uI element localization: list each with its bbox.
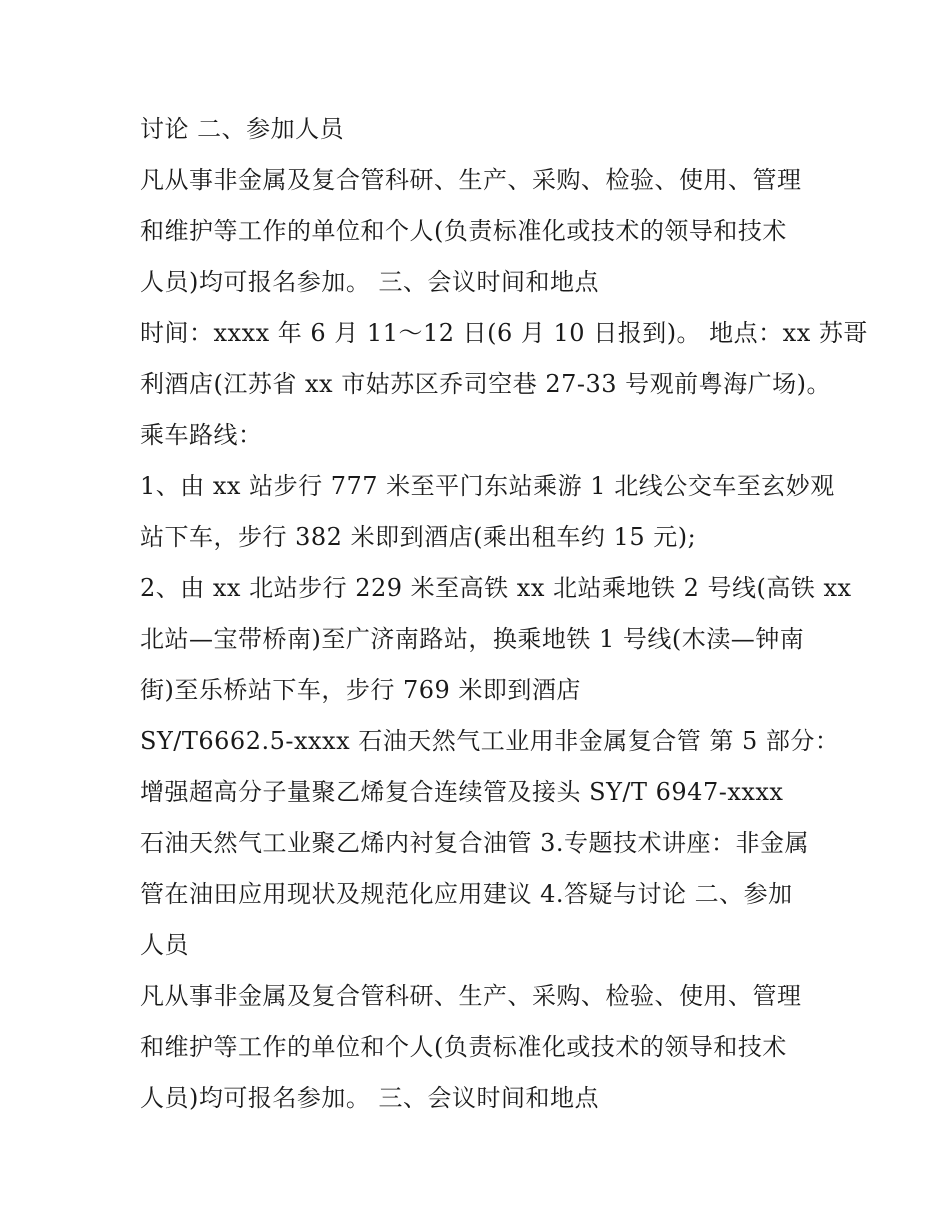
text-line: 增强超高分子量聚乙烯复合连续管及接头 SY/T 6947-xxxx [140, 778, 784, 806]
text-line: 人员)均可报名参加。 三、会议时间和地点 [140, 1084, 599, 1112]
text-line: 人员)均可报名参加。 三、会议时间和地点 [140, 268, 599, 296]
text-line: 石油天然气工业聚乙烯内衬复合油管 3.专题技术讲座：非金属 [140, 829, 810, 857]
text-line: 凡从事非金属及复合管科研、生产、采购、检验、使用、管理 [140, 982, 802, 1010]
text-line: 街)至乐桥站下车，步行 769 米即到酒店 [140, 676, 581, 704]
text-line: 和维护等工作的单位和个人(负责标准化或技术的领导和技术 [140, 1033, 787, 1061]
document-body [140, 104, 868, 1124]
text-line: 1、由 xx 站步行 777 米至平门东站乘游 1 北线公交车至玄妙观 [140, 472, 835, 500]
text-line: 北站—宝带桥南)至广济南路站，换乘地铁 1 号线(木渎—钟南 [140, 625, 805, 653]
text-line: 管在油田应用现状及规范化应用建议 4.答疑与讨论 二、参加 [140, 880, 793, 908]
text-line: 人员 [140, 931, 189, 959]
text-line: SY/T6662.5-xxxx 石油天然气工业用非金属复合管 第 5 部分： [140, 727, 840, 755]
text-line: 乘车路线： [140, 421, 263, 449]
text-line: 站下车，步行 382 米即到酒店(乘出租车约 15 元); [140, 523, 697, 551]
text-line: 2、由 xx 北站步行 229 米至高铁 xx 北站乘地铁 2 号线(高铁 xx [140, 574, 852, 602]
text-line: 凡从事非金属及复合管科研、生产、采购、检验、使用、管理 [140, 166, 802, 194]
text-line: 时间：xxxx 年 6 月 11～12 日(6 月 10 日报到)。 地点：xx 苏哥 [140, 319, 868, 347]
text-line: 和维护等工作的单位和个人(负责标准化或技术的领导和技术 [140, 217, 787, 245]
text-line: 利酒店(江苏省 xx 市姑苏区乔司空巷 27-33 号观前粤海广场)。 [140, 370, 831, 398]
text-line: 讨论 二、参加人员 [140, 115, 345, 143]
